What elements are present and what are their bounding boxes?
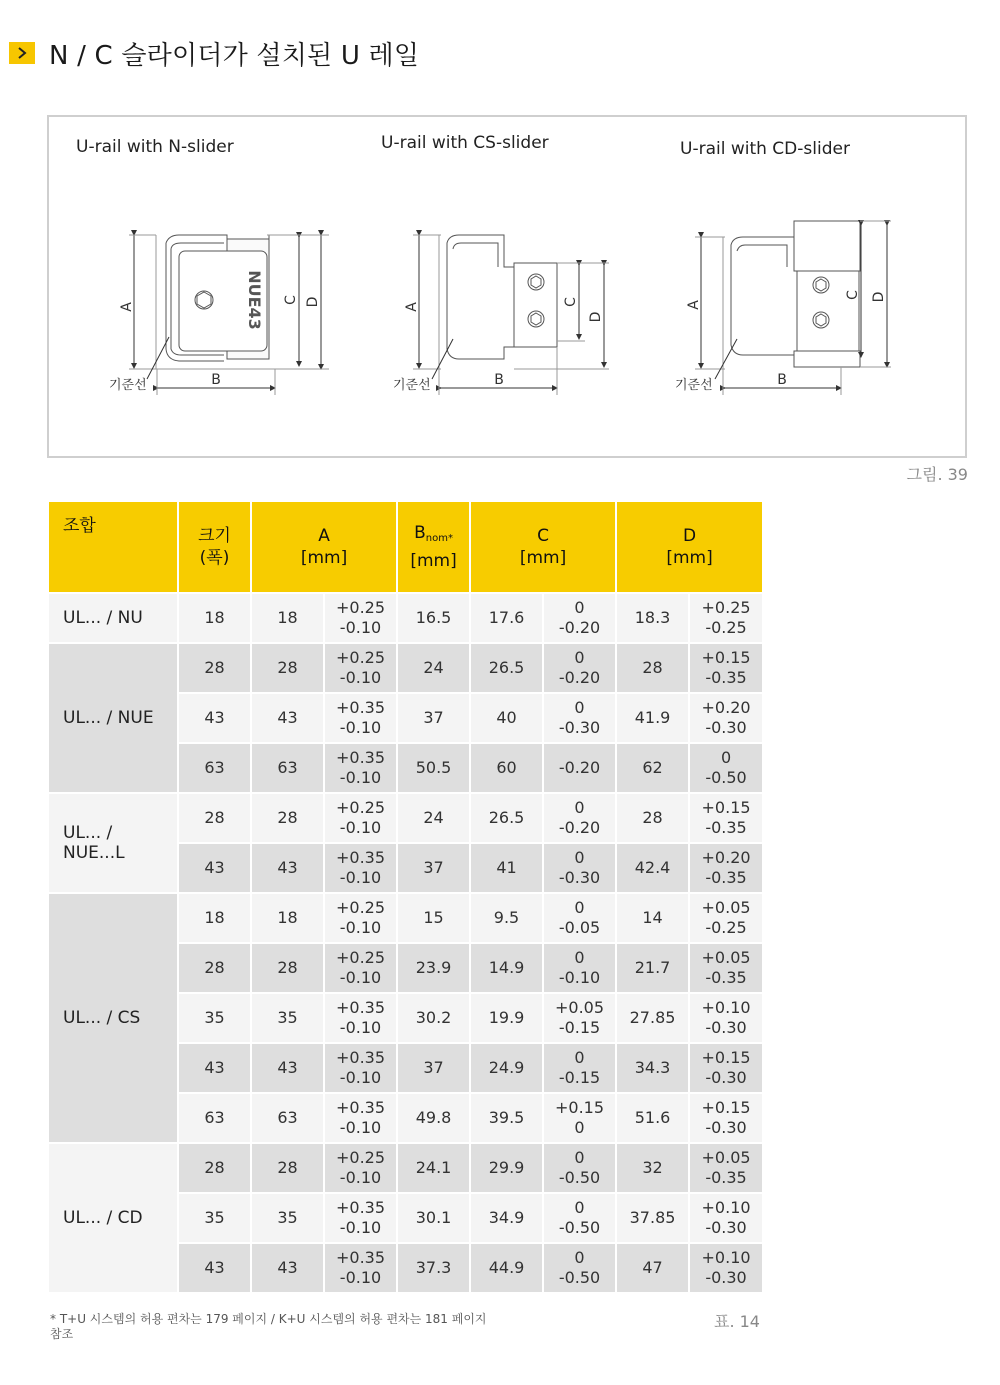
b-value-cell: 30.1 xyxy=(397,1193,470,1243)
header-size: 크기 (폭) xyxy=(178,501,251,593)
dim-label-a: A xyxy=(119,302,135,312)
a-tolerance-cell: +0.25 -0.10 xyxy=(324,893,397,943)
c-tolerance-cell: 0 -0.20 xyxy=(543,593,616,643)
b-value-cell: 37.3 xyxy=(397,1243,470,1293)
c-value-cell: 40 xyxy=(470,693,543,743)
header-b: $B_{nom*}$ [mm] xyxy=(397,501,470,593)
a-value-cell: 43 xyxy=(251,843,324,893)
reference-line-label: 기준선 xyxy=(675,378,713,393)
size-cell: 35 xyxy=(178,1193,251,1243)
cs-slider-drawing xyxy=(413,235,609,395)
b-value-cell: 30.2 xyxy=(397,993,470,1043)
d-value-cell: 62 xyxy=(616,743,689,793)
table-row xyxy=(48,643,763,693)
c-tolerance-cell: -0.20 xyxy=(543,743,616,793)
a-tolerance-cell: +0.25 -0.10 xyxy=(324,1143,397,1193)
d-value-cell: 14 xyxy=(616,893,689,943)
c-value-cell: 34.9 xyxy=(470,1193,543,1243)
a-value-cell: 63 xyxy=(251,743,324,793)
c-value-cell: 39.5 xyxy=(470,1093,543,1143)
c-tolerance-cell: 0 -0.05 xyxy=(543,893,616,943)
d-tolerance-cell: +0.10 -0.30 xyxy=(689,1243,763,1293)
a-value-cell: 18 xyxy=(251,893,324,943)
diagram-title-cd-slider: U-rail with CD-slider xyxy=(680,139,850,159)
b-value-cell: 24 xyxy=(397,793,470,843)
a-tolerance-cell: +0.25 -0.10 xyxy=(324,643,397,693)
d-tolerance-cell: +0.20 -0.30 xyxy=(689,693,763,743)
c-tolerance-cell: 0 -0.20 xyxy=(543,643,616,693)
d-tolerance-cell: +0.15 -0.30 xyxy=(689,1043,763,1093)
header-d: D [mm] xyxy=(616,501,763,593)
d-value-cell: 51.6 xyxy=(616,1093,689,1143)
d-value-cell: 21.7 xyxy=(616,943,689,993)
d-value-cell: 34.3 xyxy=(616,1043,689,1093)
d-tolerance-cell: +0.05 -0.35 xyxy=(689,1143,763,1193)
spec-table xyxy=(47,500,764,1294)
b-value-cell: 16.5 xyxy=(397,593,470,643)
a-value-cell: 35 xyxy=(251,1193,324,1243)
d-value-cell: 37.85 xyxy=(616,1193,689,1243)
reference-line-label: 기준선 xyxy=(393,378,431,393)
b-value-cell: 49.8 xyxy=(397,1093,470,1143)
table-caption: 표. 14 xyxy=(714,1312,760,1331)
b-value-cell: 23.9 xyxy=(397,943,470,993)
d-value-cell: 42.4 xyxy=(616,843,689,893)
combination-cell: UL... / CS xyxy=(48,893,178,1143)
b-value-cell: 37 xyxy=(397,693,470,743)
a-value-cell: 28 xyxy=(251,793,324,843)
a-tolerance-cell: +0.25 -0.10 xyxy=(324,593,397,643)
a-tolerance-cell: +0.35 -0.10 xyxy=(324,693,397,743)
c-tolerance-cell: 0 -0.50 xyxy=(543,1193,616,1243)
figure-panel xyxy=(47,115,967,458)
c-value-cell: 29.9 xyxy=(470,1143,543,1193)
d-tolerance-cell: 0 -0.50 xyxy=(689,743,763,793)
size-cell: 35 xyxy=(178,993,251,1043)
d-value-cell: 41.9 xyxy=(616,693,689,743)
a-value-cell: 18 xyxy=(251,593,324,643)
combination-cell: UL... / NU xyxy=(48,593,178,643)
a-tolerance-cell: +0.35 -0.10 xyxy=(324,1043,397,1093)
figure-caption: 그림. 39 xyxy=(906,465,968,484)
table-row xyxy=(48,893,763,943)
diagram-title-cs-slider: U-rail with CS-slider xyxy=(381,133,549,153)
table-row xyxy=(48,1143,763,1193)
size-cell: 43 xyxy=(178,843,251,893)
size-cell: 28 xyxy=(178,943,251,993)
d-value-cell: 47 xyxy=(616,1243,689,1293)
c-value-cell: 24.9 xyxy=(470,1043,543,1093)
b-value-cell: 15 xyxy=(397,893,470,943)
c-tolerance-cell: 0 -0.10 xyxy=(543,943,616,993)
table-row xyxy=(48,593,763,643)
d-value-cell: 28 xyxy=(616,643,689,693)
b-value-cell: 24.1 xyxy=(397,1143,470,1193)
b-value-cell: 37 xyxy=(397,843,470,893)
d-value-cell: 27.85 xyxy=(616,993,689,1043)
a-tolerance-cell: +0.35 -0.10 xyxy=(324,1093,397,1143)
a-tolerance-cell: +0.25 -0.10 xyxy=(324,793,397,843)
c-value-cell: 19.9 xyxy=(470,993,543,1043)
b-value-cell: 50.5 xyxy=(397,743,470,793)
a-value-cell: 43 xyxy=(251,1043,324,1093)
c-tolerance-cell: 0 -0.20 xyxy=(543,793,616,843)
a-tolerance-cell: +0.35 -0.10 xyxy=(324,993,397,1043)
c-value-cell: 41 xyxy=(470,843,543,893)
c-value-cell: 44.9 xyxy=(470,1243,543,1293)
diagram-title-n-slider: U-rail with N-slider xyxy=(76,137,234,157)
dim-label-b: B xyxy=(777,372,787,388)
c-tolerance-cell: 0 -0.30 xyxy=(543,693,616,743)
d-tolerance-cell: +0.15 -0.35 xyxy=(689,643,763,693)
c-value-cell: 17.6 xyxy=(470,593,543,643)
a-tolerance-cell: +0.35 -0.10 xyxy=(324,1193,397,1243)
b-value-cell: 37 xyxy=(397,1043,470,1093)
page-title: N / C 슬라이더가 설치된 U 레일 xyxy=(49,40,420,71)
dim-label-c: C xyxy=(845,290,861,300)
c-tolerance-cell: 0 -0.30 xyxy=(543,843,616,893)
size-cell: 28 xyxy=(178,1143,251,1193)
d-tolerance-cell: +0.05 -0.35 xyxy=(689,943,763,993)
reference-line-label: 기준선 xyxy=(109,378,147,393)
a-value-cell: 28 xyxy=(251,643,324,693)
table-row xyxy=(48,793,763,843)
d-value-cell: 32 xyxy=(616,1143,689,1193)
a-tolerance-cell: +0.35 -0.10 xyxy=(324,843,397,893)
table-header-row xyxy=(48,501,763,593)
dim-label-a: A xyxy=(404,302,420,312)
d-tolerance-cell: +0.25 -0.25 xyxy=(689,593,763,643)
c-tolerance-cell: +0.15 0 xyxy=(543,1093,616,1143)
c-value-cell: 60 xyxy=(470,743,543,793)
technical-drawings xyxy=(49,117,965,456)
c-value-cell: 26.5 xyxy=(470,643,543,693)
c-value-cell: 9.5 xyxy=(470,893,543,943)
dim-label-b: B xyxy=(494,372,504,388)
dim-label-b: B xyxy=(211,372,221,388)
size-cell: 43 xyxy=(178,1043,251,1093)
n-slider-drawing xyxy=(129,235,329,395)
dim-label-c: C xyxy=(283,295,299,305)
dim-label-d: D xyxy=(871,291,887,303)
c-tolerance-cell: 0 -0.50 xyxy=(543,1143,616,1193)
header-combination: 조합 xyxy=(48,501,178,593)
size-cell: 63 xyxy=(178,743,251,793)
footnote: * T+U 시스템의 허용 편차는 179 페이지 / K+U 시스템의 허용 편차는 181 페이지 참조 xyxy=(50,1312,487,1341)
size-cell: 28 xyxy=(178,643,251,693)
a-value-cell: 63 xyxy=(251,1093,324,1143)
combination-cell: UL... / NUE...L xyxy=(48,793,178,893)
size-cell: 18 xyxy=(178,593,251,643)
a-value-cell: 43 xyxy=(251,1243,324,1293)
d-tolerance-cell: +0.20 -0.35 xyxy=(689,843,763,893)
c-tolerance-cell: 0 -0.50 xyxy=(543,1243,616,1293)
dim-label-d: D xyxy=(305,296,321,308)
d-value-cell: 28 xyxy=(616,793,689,843)
d-tolerance-cell: +0.05 -0.25 xyxy=(689,893,763,943)
c-tolerance-cell: +0.05 -0.15 xyxy=(543,993,616,1043)
size-cell: 63 xyxy=(178,1093,251,1143)
a-value-cell: 35 xyxy=(251,993,324,1043)
d-tolerance-cell: +0.10 -0.30 xyxy=(689,1193,763,1243)
a-tolerance-cell: +0.35 -0.10 xyxy=(324,743,397,793)
a-tolerance-cell: +0.35 -0.10 xyxy=(324,1243,397,1293)
combination-cell: UL... / NUE xyxy=(48,643,178,793)
dim-label-c: C xyxy=(563,297,579,307)
b-value-cell: 24 xyxy=(397,643,470,693)
page-title-bar xyxy=(9,36,419,70)
d-value-cell: 18.3 xyxy=(616,593,689,643)
c-value-cell: 26.5 xyxy=(470,793,543,843)
dim-label-a: A xyxy=(686,300,702,310)
a-value-cell: 28 xyxy=(251,1143,324,1193)
a-value-cell: 28 xyxy=(251,943,324,993)
size-cell: 43 xyxy=(178,1243,251,1293)
cd-slider-drawing xyxy=(695,221,891,395)
c-value-cell: 14.9 xyxy=(470,943,543,993)
chevron-right-icon xyxy=(9,42,35,64)
c-tolerance-cell: 0 -0.15 xyxy=(543,1043,616,1093)
a-tolerance-cell: +0.25 -0.10 xyxy=(324,943,397,993)
a-value-cell: 43 xyxy=(251,693,324,743)
combination-cell: UL... / CD xyxy=(48,1143,178,1293)
size-cell: 28 xyxy=(178,793,251,843)
d-tolerance-cell: +0.15 -0.30 xyxy=(689,1093,763,1143)
size-cell: 43 xyxy=(178,693,251,743)
header-a: A [mm] xyxy=(251,501,397,593)
d-tolerance-cell: +0.10 -0.30 xyxy=(689,993,763,1043)
dim-label-d: D xyxy=(588,311,604,323)
header-c: C [mm] xyxy=(470,501,616,593)
size-cell: 18 xyxy=(178,893,251,943)
slider-marking-text: NUE43 xyxy=(245,270,264,330)
d-tolerance-cell: +0.15 -0.35 xyxy=(689,793,763,843)
